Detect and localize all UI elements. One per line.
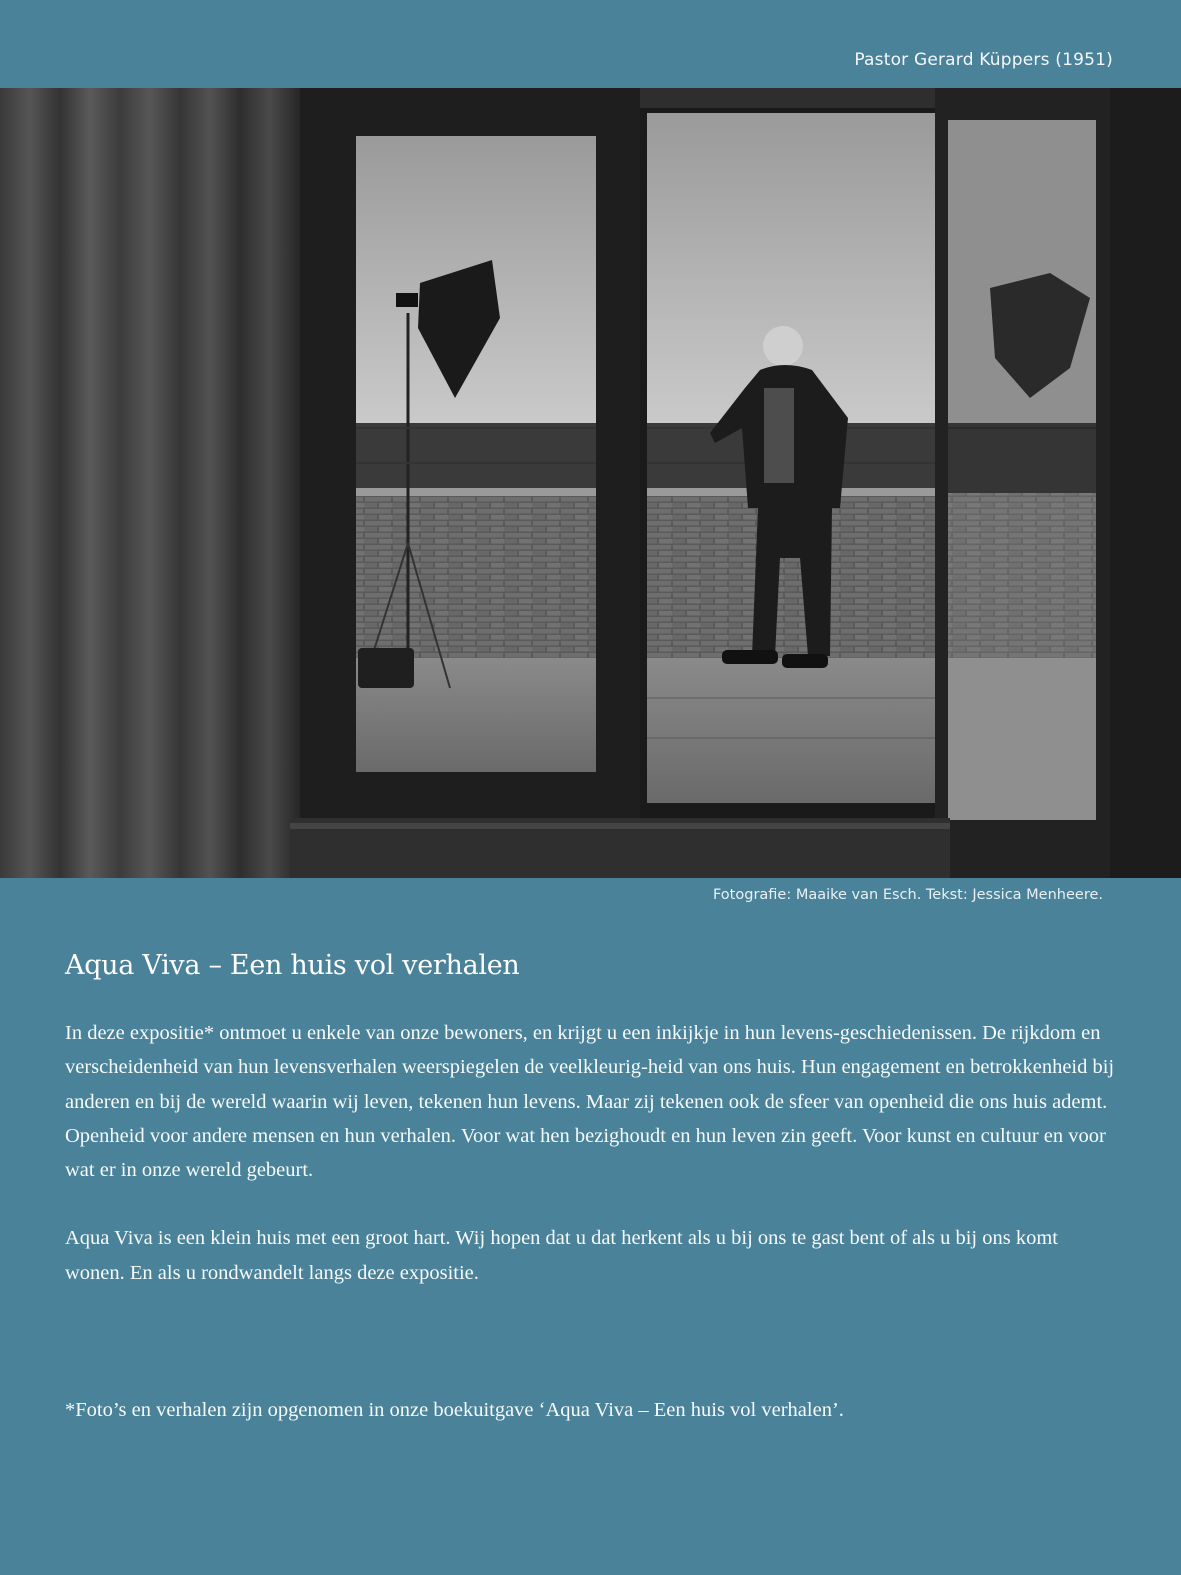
intro-paragraph: In deze expositie* ontmoet u enkele van onze bewoners, en krijgt u een inkijkje in hun levens-geschiedenissen. De rijkdom en verscheidenheid van hun levensverhalen weerspiegelen de veelkleurig-heid van ons huis. Hun engagement en betrokkenheid bij anderen en bij de wereld waarin wij leven, tekenen hun levens. Maar zij tekenen ook de sfeer van openheid die ons huis ademt. Openheid voor andere mensen en hun verhalen. Voor wat hen bezighoudt en hun leven zin geeft. Voor kunst en cultuur en voor wat er in onze wereld gebeurt. [65,1022,1115,1182]
photo-credit: Fotografie: Maaike van Esch. Tekst: Jessica Menheere. [712,887,1103,903]
portrait-photo [0,88,1181,878]
footnote: *Foto’s en verhalen zijn opgenomen in onze boekuitgave ‘Aqua Viva – Een huis vol verhalen’. [65,1399,844,1421]
second-paragraph: Aqua Viva is een klein huis met een groot hart. Wij hopen dat u dat herkent als u bij ons te gast bent of als u bij ons komt wonen. En als u rondwandelt langs deze expositie. [65,1227,1058,1284]
photo-caption: Pastor Gerard Küppers (1951) [854,50,1113,70]
page-title: Aqua Viva – Een huis vol verhalen [65,950,520,981]
article-body [65,1016,1115,1290]
